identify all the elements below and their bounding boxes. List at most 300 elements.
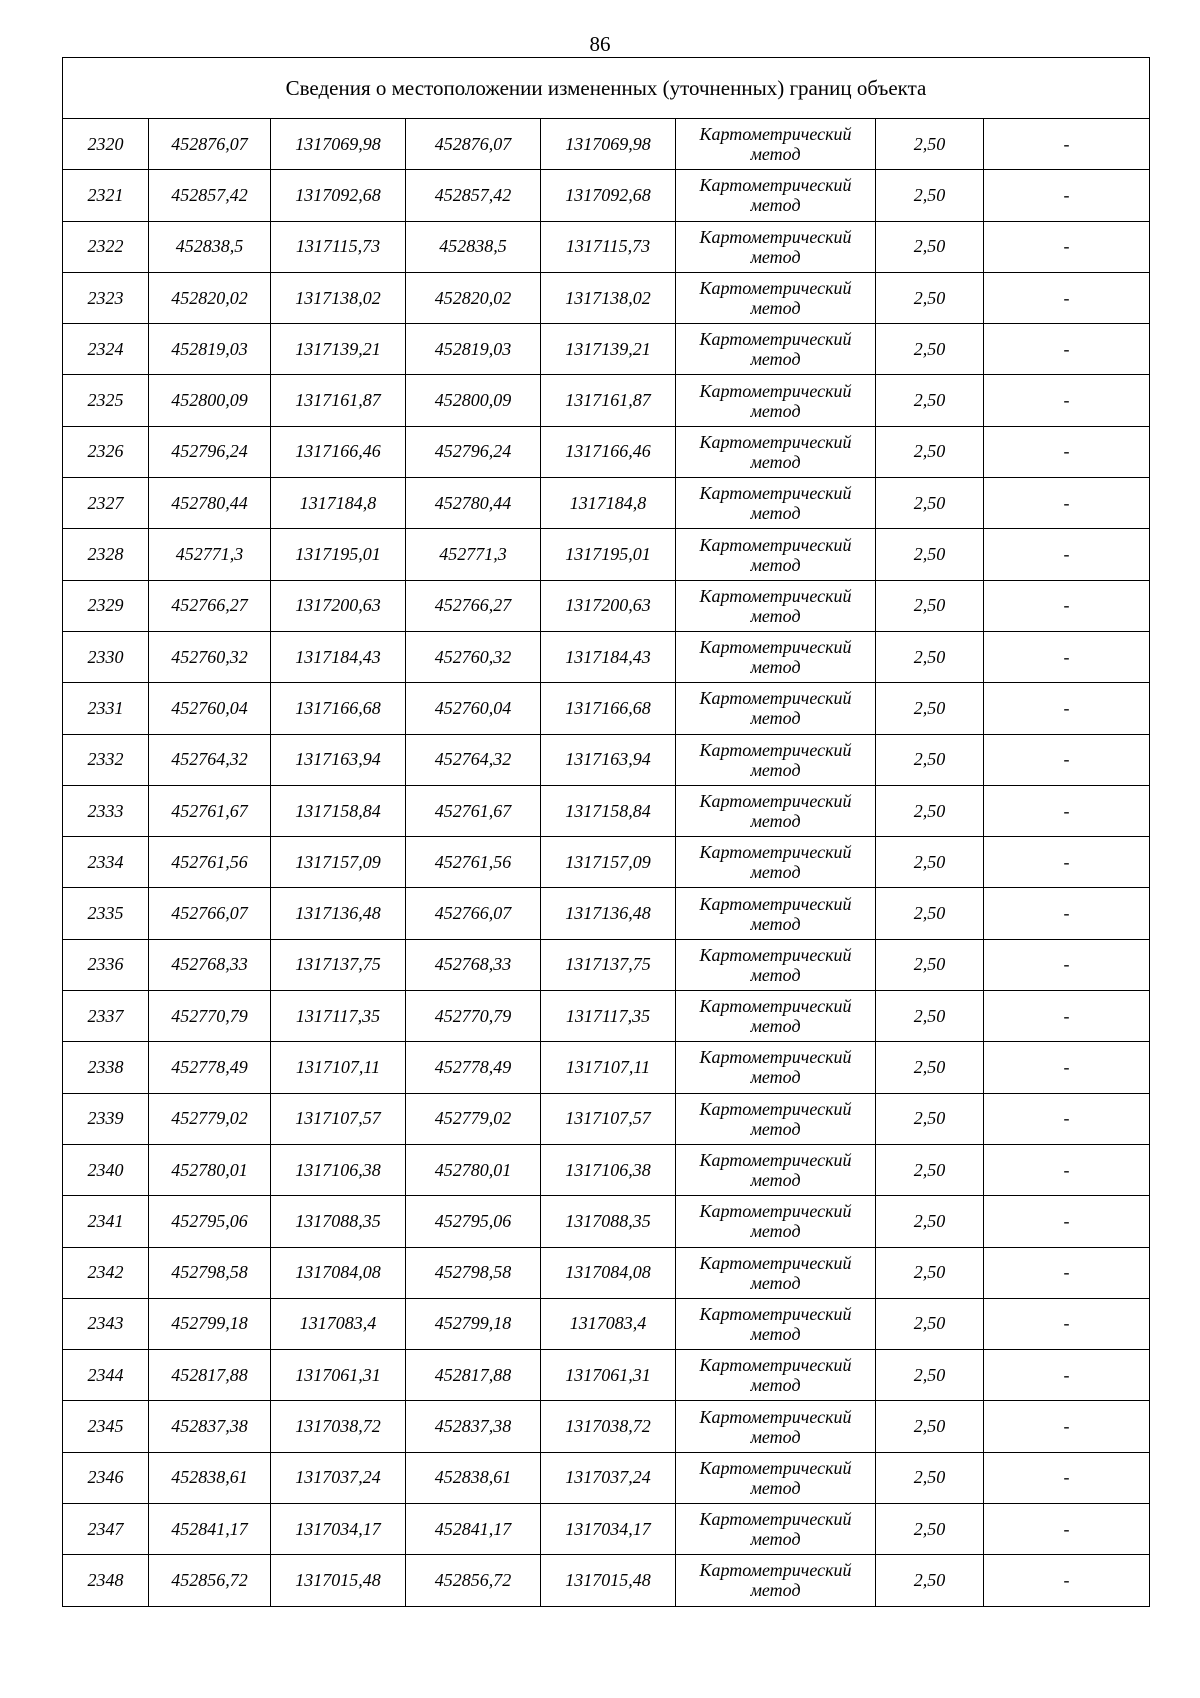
method-line-2: метод — [750, 1016, 801, 1037]
refined-x-cell: 452799,18 — [406, 1298, 541, 1349]
refined-x-cell: 452856,72 — [406, 1555, 541, 1606]
method-line-2: метод — [750, 349, 801, 370]
accuracy-cell: 2,50 — [876, 1144, 984, 1195]
point-number-cell: 2324 — [63, 324, 149, 375]
table-row — [63, 1093, 1150, 1144]
existing-y-cell: 1317161,87 — [271, 375, 406, 426]
method-line-1: Картометрический — [699, 534, 852, 555]
existing-x-cell: 452760,04 — [149, 683, 271, 734]
method-line-2: метод — [750, 298, 801, 319]
point-number-cell: 2332 — [63, 734, 149, 785]
point-number-cell: 2327 — [63, 478, 149, 529]
description-cell: - — [984, 1401, 1150, 1452]
refined-y-cell: 1317139,21 — [541, 324, 676, 375]
method-line-2: метод — [750, 1170, 801, 1191]
accuracy-cell: 2,50 — [876, 170, 984, 221]
table-row — [63, 1350, 1150, 1401]
method-line-2: метод — [750, 503, 801, 524]
table-row — [63, 734, 1150, 785]
table-row — [63, 221, 1150, 272]
method-line-1: Картометрический — [699, 996, 852, 1017]
method-line-1: Картометрический — [699, 1560, 852, 1581]
description-cell: - — [984, 580, 1150, 631]
accuracy-cell: 2,50 — [876, 837, 984, 888]
point-number-cell: 2323 — [63, 272, 149, 323]
method-line-1: Картометрический — [699, 1098, 852, 1119]
table-row — [63, 426, 1150, 477]
method-line-2: метод — [750, 400, 801, 421]
refined-x-cell: 452800,09 — [406, 375, 541, 426]
refined-y-cell: 1317161,87 — [541, 375, 676, 426]
table-row — [63, 580, 1150, 631]
method-line-1: Картометрический — [699, 739, 852, 760]
existing-y-cell: 1317015,48 — [271, 1555, 406, 1606]
boundary-coordinates-table — [62, 57, 1150, 1607]
point-number-cell: 2335 — [63, 888, 149, 939]
refined-y-cell: 1317088,35 — [541, 1196, 676, 1247]
refined-y-cell: 1317184,43 — [541, 631, 676, 682]
existing-y-cell: 1317088,35 — [271, 1196, 406, 1247]
method-cell — [676, 119, 876, 170]
method-line-2: метод — [750, 1272, 801, 1293]
existing-y-cell: 1317136,48 — [271, 888, 406, 939]
refined-y-cell: 1317061,31 — [541, 1350, 676, 1401]
existing-x-cell: 452771,3 — [149, 529, 271, 580]
method-line-1: Картометрический — [699, 842, 852, 863]
refined-y-cell: 1317137,75 — [541, 939, 676, 990]
existing-y-cell: 1317184,43 — [271, 631, 406, 682]
refined-x-cell: 452760,04 — [406, 683, 541, 734]
point-number-cell: 2322 — [63, 221, 149, 272]
existing-y-cell: 1317138,02 — [271, 272, 406, 323]
method-line-1: Картометрический — [699, 226, 852, 247]
refined-y-cell: 1317138,02 — [541, 272, 676, 323]
method-cell — [676, 734, 876, 785]
existing-y-cell: 1317139,21 — [271, 324, 406, 375]
method-line-1: Картометрический — [699, 1509, 852, 1530]
existing-y-cell: 1317034,17 — [271, 1504, 406, 1555]
table-row — [63, 1042, 1150, 1093]
method-line-2: метод — [750, 1477, 801, 1498]
accuracy-cell: 2,50 — [876, 1247, 984, 1298]
method-line-2: метод — [750, 195, 801, 216]
description-cell: - — [984, 119, 1150, 170]
method-line-2: метод — [750, 708, 801, 729]
method-line-1: Картометрический — [699, 1150, 852, 1171]
table-row — [63, 324, 1150, 375]
refined-x-cell: 452795,06 — [406, 1196, 541, 1247]
refined-x-cell: 452857,42 — [406, 170, 541, 221]
table-row — [63, 837, 1150, 888]
method-line-2: метод — [750, 811, 801, 831]
method-cell — [676, 785, 876, 836]
description-cell: - — [984, 1247, 1150, 1298]
existing-y-cell: 1317069,98 — [271, 119, 406, 170]
accuracy-cell: 2,50 — [876, 1042, 984, 1093]
refined-x-cell: 452796,24 — [406, 426, 541, 477]
point-number-cell: 2329 — [63, 580, 149, 631]
existing-y-cell: 1317115,73 — [271, 221, 406, 272]
existing-x-cell: 452766,27 — [149, 580, 271, 631]
method-line-2: метод — [750, 246, 801, 267]
refined-y-cell: 1317092,68 — [541, 170, 676, 221]
refined-x-cell: 452778,49 — [406, 1042, 541, 1093]
existing-y-cell: 1317166,46 — [271, 426, 406, 477]
table-row — [63, 1298, 1150, 1349]
method-cell — [676, 939, 876, 990]
refined-y-cell: 1317195,01 — [541, 529, 676, 580]
method-cell — [676, 1504, 876, 1555]
accuracy-cell: 2,50 — [876, 580, 984, 631]
refined-y-cell: 1317106,38 — [541, 1144, 676, 1195]
accuracy-cell: 2,50 — [876, 939, 984, 990]
existing-x-cell: 452770,79 — [149, 991, 271, 1042]
table-row — [63, 529, 1150, 580]
existing-y-cell: 1317107,57 — [271, 1093, 406, 1144]
method-cell — [676, 1298, 876, 1349]
existing-x-cell: 452780,44 — [149, 478, 271, 529]
existing-x-cell: 452841,17 — [149, 1504, 271, 1555]
point-number-cell: 2321 — [63, 170, 149, 221]
existing-y-cell: 1317084,08 — [271, 1247, 406, 1298]
point-number-cell: 2336 — [63, 939, 149, 990]
existing-x-cell: 452780,01 — [149, 1144, 271, 1195]
existing-x-cell: 452820,02 — [149, 272, 271, 323]
method-cell — [676, 1144, 876, 1195]
refined-x-cell: 452766,07 — [406, 888, 541, 939]
method-line-2: метод — [750, 451, 801, 472]
method-line-1: Картометрический — [699, 688, 852, 709]
method-line-1: Картометрический — [699, 483, 852, 504]
method-line-1: Картометрический — [699, 175, 852, 196]
table-row — [63, 119, 1150, 170]
table-row — [63, 631, 1150, 682]
point-number-cell: 2342 — [63, 1247, 149, 1298]
description-cell: - — [984, 785, 1150, 836]
method-line-1: Картометрический — [699, 1201, 852, 1222]
refined-x-cell: 452817,88 — [406, 1350, 541, 1401]
description-cell: - — [984, 1093, 1150, 1144]
method-line-2: метод — [750, 913, 801, 934]
refined-y-cell: 1317069,98 — [541, 119, 676, 170]
refined-y-cell: 1317107,57 — [541, 1093, 676, 1144]
refined-x-cell: 452837,38 — [406, 1401, 541, 1452]
accuracy-cell: 2,50 — [876, 1504, 984, 1555]
point-number-cell: 2345 — [63, 1401, 149, 1452]
refined-y-cell: 1317083,4 — [541, 1298, 676, 1349]
description-cell: - — [984, 683, 1150, 734]
point-number-cell: 2337 — [63, 991, 149, 1042]
description-cell: - — [984, 170, 1150, 221]
method-line-1: Картометрический — [699, 1457, 852, 1478]
existing-x-cell: 452795,06 — [149, 1196, 271, 1247]
description-cell: - — [984, 1452, 1150, 1503]
existing-x-cell: 452857,42 — [149, 170, 271, 221]
accuracy-cell: 2,50 — [876, 478, 984, 529]
refined-y-cell: 1317136,48 — [541, 888, 676, 939]
accuracy-cell: 2,50 — [876, 272, 984, 323]
accuracy-cell: 2,50 — [876, 119, 984, 170]
method-line-1: Картометрический — [699, 585, 852, 606]
existing-x-cell: 452800,09 — [149, 375, 271, 426]
accuracy-cell: 2,50 — [876, 1298, 984, 1349]
existing-x-cell: 452856,72 — [149, 1555, 271, 1606]
description-cell: - — [984, 939, 1150, 990]
accuracy-cell: 2,50 — [876, 324, 984, 375]
refined-x-cell: 452761,67 — [406, 785, 541, 836]
existing-x-cell: 452766,07 — [149, 888, 271, 939]
refined-x-cell: 452820,02 — [406, 272, 541, 323]
method-line-2: метод — [750, 1118, 801, 1139]
accuracy-cell: 2,50 — [876, 888, 984, 939]
method-line-2: метод — [750, 1323, 801, 1344]
method-line-2: метод — [750, 1529, 801, 1550]
point-number-cell: 2346 — [63, 1452, 149, 1503]
existing-y-cell: 1317037,24 — [271, 1452, 406, 1503]
existing-x-cell: 452838,61 — [149, 1452, 271, 1503]
table-row — [63, 478, 1150, 529]
method-cell — [676, 529, 876, 580]
method-cell — [676, 1452, 876, 1503]
method-line-1: Картометрический — [699, 329, 852, 350]
method-line-1: Картометрический — [699, 944, 852, 965]
description-cell: - — [984, 1196, 1150, 1247]
method-cell — [676, 1196, 876, 1247]
table-row — [63, 1452, 1150, 1503]
existing-y-cell: 1317083,4 — [271, 1298, 406, 1349]
existing-x-cell: 452761,56 — [149, 837, 271, 888]
existing-x-cell: 452761,67 — [149, 785, 271, 836]
existing-x-cell: 452764,32 — [149, 734, 271, 785]
page-number: 86 — [589, 32, 611, 56]
point-number-cell: 2339 — [63, 1093, 149, 1144]
method-cell — [676, 426, 876, 477]
table-row — [63, 272, 1150, 323]
existing-y-cell: 1317157,09 — [271, 837, 406, 888]
existing-x-cell: 452817,88 — [149, 1350, 271, 1401]
description-cell: - — [984, 375, 1150, 426]
refined-y-cell: 1317115,73 — [541, 221, 676, 272]
description-cell: - — [984, 426, 1150, 477]
method-cell — [676, 1555, 876, 1606]
table-row — [63, 1144, 1150, 1195]
method-line-2: метод — [750, 1221, 801, 1242]
refined-x-cell: 452760,32 — [406, 631, 541, 682]
refined-y-cell: 1317107,11 — [541, 1042, 676, 1093]
existing-x-cell: 452876,07 — [149, 119, 271, 170]
table-title-row — [63, 58, 1150, 119]
point-number-cell: 2341 — [63, 1196, 149, 1247]
table-row — [63, 683, 1150, 734]
existing-y-cell: 1317117,35 — [271, 991, 406, 1042]
method-line-2: метод — [750, 657, 801, 678]
existing-y-cell: 1317137,75 — [271, 939, 406, 990]
description-cell: - — [984, 221, 1150, 272]
method-line-1: Картометрический — [699, 791, 852, 811]
description-cell: - — [984, 1042, 1150, 1093]
table-row — [63, 1555, 1150, 1606]
existing-y-cell: 1317061,31 — [271, 1350, 406, 1401]
refined-y-cell: 1317166,46 — [541, 426, 676, 477]
description-cell: - — [984, 272, 1150, 323]
description-cell: - — [984, 734, 1150, 785]
refined-x-cell: 452770,79 — [406, 991, 541, 1042]
point-number-cell: 2343 — [63, 1298, 149, 1349]
method-line-1: Картометрический — [699, 1406, 852, 1427]
accuracy-cell: 2,50 — [876, 426, 984, 477]
method-line-2: метод — [750, 144, 801, 165]
accuracy-cell: 2,50 — [876, 1196, 984, 1247]
method-line-1: Картометрический — [699, 380, 852, 401]
method-line-1: Картометрический — [699, 637, 852, 658]
existing-x-cell: 452768,33 — [149, 939, 271, 990]
method-cell — [676, 1401, 876, 1452]
existing-y-cell: 1317106,38 — [271, 1144, 406, 1195]
existing-y-cell: 1317163,94 — [271, 734, 406, 785]
description-cell: - — [984, 631, 1150, 682]
table-row — [63, 170, 1150, 221]
method-cell — [676, 1247, 876, 1298]
method-cell — [676, 580, 876, 631]
refined-x-cell: 452764,32 — [406, 734, 541, 785]
method-line-2: метод — [750, 1067, 801, 1088]
method-line-1: Картометрический — [699, 1303, 852, 1324]
table-title: Сведения о местоположении измененных (уточненных) границ объекта — [63, 58, 1150, 119]
refined-x-cell: 452838,5 — [406, 221, 541, 272]
method-line-2: метод — [750, 1375, 801, 1396]
method-line-1: Картометрический — [699, 1355, 852, 1376]
method-line-1: Картометрический — [699, 1047, 852, 1068]
refined-x-cell: 452798,58 — [406, 1247, 541, 1298]
accuracy-cell: 2,50 — [876, 1093, 984, 1144]
method-cell — [676, 631, 876, 682]
table-row — [63, 1196, 1150, 1247]
accuracy-cell: 2,50 — [876, 991, 984, 1042]
description-cell: - — [984, 529, 1150, 580]
table-row — [63, 939, 1150, 990]
description-cell: - — [984, 478, 1150, 529]
method-cell — [676, 1350, 876, 1401]
refined-x-cell: 452761,56 — [406, 837, 541, 888]
refined-x-cell: 452766,27 — [406, 580, 541, 631]
existing-x-cell: 452837,38 — [149, 1401, 271, 1452]
description-cell: - — [984, 1350, 1150, 1401]
method-line-2: метод — [750, 1426, 801, 1447]
method-cell — [676, 478, 876, 529]
accuracy-cell: 2,50 — [876, 1555, 984, 1606]
method-cell — [676, 683, 876, 734]
refined-x-cell: 452768,33 — [406, 939, 541, 990]
existing-x-cell: 452778,49 — [149, 1042, 271, 1093]
method-line-1: Картометрический — [699, 893, 852, 914]
description-cell: - — [984, 888, 1150, 939]
table-row — [63, 785, 1150, 836]
method-line-2: метод — [750, 862, 801, 883]
accuracy-cell: 2,50 — [876, 631, 984, 682]
accuracy-cell: 2,50 — [876, 529, 984, 580]
accuracy-cell: 2,50 — [876, 734, 984, 785]
existing-x-cell: 452799,18 — [149, 1298, 271, 1349]
accuracy-cell: 2,50 — [876, 375, 984, 426]
table-body — [63, 58, 1150, 1607]
method-cell — [676, 375, 876, 426]
existing-x-cell: 452798,58 — [149, 1247, 271, 1298]
method-cell — [676, 837, 876, 888]
refined-x-cell: 452876,07 — [406, 119, 541, 170]
existing-x-cell: 452838,5 — [149, 221, 271, 272]
refined-x-cell: 452838,61 — [406, 1452, 541, 1503]
existing-y-cell: 1317166,68 — [271, 683, 406, 734]
point-number-cell: 2338 — [63, 1042, 149, 1093]
method-line-2: метод — [750, 1580, 801, 1601]
method-line-2: метод — [750, 605, 801, 626]
method-line-2: метод — [750, 759, 801, 780]
existing-x-cell: 452819,03 — [149, 324, 271, 375]
method-line-1: Картометрический — [699, 278, 852, 299]
table-row — [63, 1504, 1150, 1555]
existing-x-cell: 452760,32 — [149, 631, 271, 682]
refined-y-cell: 1317166,68 — [541, 683, 676, 734]
method-line-2: метод — [750, 554, 801, 575]
point-number-cell: 2344 — [63, 1350, 149, 1401]
refined-y-cell: 1317200,63 — [541, 580, 676, 631]
table-row — [63, 991, 1150, 1042]
refined-x-cell: 452780,44 — [406, 478, 541, 529]
refined-y-cell: 1317038,72 — [541, 1401, 676, 1452]
description-cell: - — [984, 1555, 1150, 1606]
method-cell — [676, 272, 876, 323]
refined-y-cell: 1317034,17 — [541, 1504, 676, 1555]
refined-y-cell: 1317015,48 — [541, 1555, 676, 1606]
refined-x-cell: 452771,3 — [406, 529, 541, 580]
existing-x-cell: 452796,24 — [149, 426, 271, 477]
refined-y-cell: 1317157,09 — [541, 837, 676, 888]
accuracy-cell: 2,50 — [876, 683, 984, 734]
accuracy-cell: 2,50 — [876, 785, 984, 836]
refined-y-cell: 1317158,84 — [541, 785, 676, 836]
refined-x-cell: 452780,01 — [406, 1144, 541, 1195]
method-cell — [676, 1042, 876, 1093]
table-row — [63, 375, 1150, 426]
refined-y-cell: 1317117,35 — [541, 991, 676, 1042]
method-cell — [676, 1093, 876, 1144]
point-number-cell: 2348 — [63, 1555, 149, 1606]
description-cell: - — [984, 1144, 1150, 1195]
point-number-cell: 2330 — [63, 631, 149, 682]
refined-x-cell: 452819,03 — [406, 324, 541, 375]
method-cell — [676, 221, 876, 272]
method-cell — [676, 324, 876, 375]
description-cell: - — [984, 324, 1150, 375]
description-cell: - — [984, 1298, 1150, 1349]
method-line-1: Картометрический — [699, 431, 852, 452]
existing-y-cell: 1317184,8 — [271, 478, 406, 529]
method-cell — [676, 888, 876, 939]
method-line-1: Картометрический — [699, 1252, 852, 1273]
point-number-cell: 2325 — [63, 375, 149, 426]
refined-x-cell: 452841,17 — [406, 1504, 541, 1555]
point-number-cell: 2320 — [63, 119, 149, 170]
refined-y-cell: 1317084,08 — [541, 1247, 676, 1298]
refined-x-cell: 452779,02 — [406, 1093, 541, 1144]
point-number-cell: 2333 — [63, 785, 149, 836]
method-cell — [676, 991, 876, 1042]
method-line-2: метод — [750, 964, 801, 985]
accuracy-cell: 2,50 — [876, 1401, 984, 1452]
existing-y-cell: 1317038,72 — [271, 1401, 406, 1452]
accuracy-cell: 2,50 — [876, 1452, 984, 1503]
accuracy-cell: 2,50 — [876, 1350, 984, 1401]
